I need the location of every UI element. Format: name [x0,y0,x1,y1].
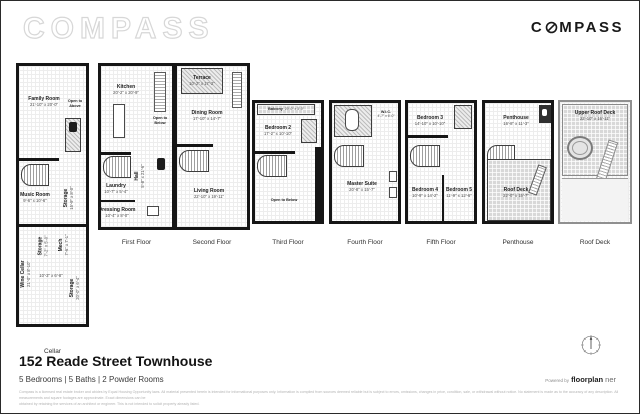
floor-label-third: Third Floor [272,239,304,246]
plan-first-floor [98,63,175,230]
floor-label-roof-deck: Roof Deck [579,239,611,246]
room-dims: 10'-9" x 14'-2" [412,193,438,199]
bath-fixture [542,109,547,116]
room-name: Open to Below [270,197,298,202]
room-dims: 22'-10" x 19'-11" [193,194,225,200]
room-name: Open to Above [67,99,83,108]
stair-icon [334,145,364,167]
room-bedroom-4 [409,185,441,201]
room-name: Hall [134,171,141,181]
room-dims: 22'-10" x 16'-11" [579,116,611,122]
floor-label-penthouse: Penthouse [502,239,534,246]
room-storage-a [49,184,89,212]
plan-third-floor [252,100,324,224]
stair-icon [232,72,242,108]
room-terrace [181,70,223,92]
room-penthouse [497,113,535,129]
room-master-suite [340,179,384,195]
room-name: Living Room [193,188,225,195]
room-family-room [21,92,67,112]
plan-roof-deck [558,100,632,224]
powder-room-fixture [157,158,165,170]
room-dims: 20'-2" x 20'-9" [113,90,139,96]
bathroom-hatch [301,119,317,143]
room-name: Roof Deck [503,187,529,194]
floor-label-fourth: Fourth Floor [347,239,383,246]
logo-letters-rest: MPASS [559,19,624,36]
room-dims: 10'-4" x 8'-0" [105,213,129,219]
room-name: Open to Below [152,116,168,125]
room-bedroom-2 [259,123,297,139]
room-dining-room [185,108,229,124]
room-name: Terrace [193,75,211,82]
plan-penthouse [482,100,554,224]
plan-cellar [16,63,89,327]
room-music-room [19,190,51,206]
room-dims: 22'-0" x 15'-7" [503,193,529,199]
disclaimer-line-2: obtained by retaining the services of an architect or engineer. This is not intended to solicit property already listed. [19,401,200,406]
room-name: Master Suite [347,181,377,188]
plan-second-floor [174,63,250,230]
closet [389,171,397,182]
floor-label-cellar: Cellar [44,348,61,355]
room-name: Storage [63,188,70,208]
room-name: Upper Roof Deck [574,110,616,117]
room-name: Kitchen [116,84,136,91]
bathroom-hatch [454,105,472,129]
room-kitchen [105,82,147,98]
room-open-to-below [259,183,309,217]
interior-wall [255,151,295,154]
room-upper-roof-deck [566,108,624,124]
room-name: Bedroom 3 [416,115,444,122]
room-dims: 10'-7" x 5'-4" [104,189,128,195]
room-name: W.I.C. [380,109,392,114]
room-name: Music Room [20,192,50,199]
room-dims: 16'-8" x 11'-3" [503,121,529,127]
room-name: Balcony [268,107,283,112]
room-dims: 21'-10" x 20'-0" [29,102,59,108]
room-roof-deck [493,185,539,201]
disclaimer-line-1: Compass is a licensed real estate broker and abides by Equal Housing Opportunity laws. All material presented herein is intended for informational purposes only. Information is compiled from sources deemed reliable but is subject to errors, omissions, changes in price, condition, sale, or withdrawal without notice. No statement is made as to the accuracy of any description. All measurements and square footages are approximate. Exact dimensions can be [19,390,619,400]
stair-icon [21,164,49,186]
penthouse-bath [539,105,551,123]
compass-logo [531,19,624,36]
legal-disclaimer [19,390,623,407]
room-dims: 21'-0" x 8'-10" [26,261,32,287]
room-dims: 4'-7" x 6'-0" [377,114,395,119]
room-name: Bedroom 5 [445,187,473,194]
bathtub [345,109,359,131]
floor-label-second: Second Floor [192,239,232,246]
room-dressing-room [98,206,136,220]
room-dims: 20'-0" x 6'-4" [75,276,81,300]
interior-wall [19,158,59,161]
floorplanner-brand: floorplan [571,375,604,384]
interior-wall [177,144,213,147]
listing-title: 152 Reade Street Townhouse [19,353,213,369]
stair-icon [179,150,209,172]
room-dims: 20'-8" x 15'-7" [349,187,375,193]
lower-roof-area [562,178,628,221]
room-dims: 10'-3" x 6'-8" [39,273,63,279]
compass-rose-icon [579,333,603,357]
interior-wall [101,200,135,202]
room-dims: 14'-10" x 10'-10" [414,121,446,127]
room-open-to-below [150,114,170,128]
room-laundry [103,182,129,196]
stair-bulkhead-skylight [567,136,593,160]
room-dims: 9'-6" x 10'-6" [23,198,47,204]
compass-o-slash-icon [545,21,558,34]
interior-wall [442,175,444,221]
room-name: Bedroom 4 [411,187,439,194]
room-storage-c [51,276,99,300]
room-dims: 17'-2" x 10'-10" [263,131,293,137]
room-bedroom-3 [412,113,448,129]
room-name: Family Room [28,96,60,103]
room-dims: 11'-9" x 12'-6" [446,193,472,199]
closet [389,187,397,198]
floor-label-first: First Floor [121,239,152,246]
powered-by-text: Powered by [545,378,570,383]
bath-fixture [69,122,77,132]
logo-letter-c: C [530,19,545,36]
room-dims: 5'-8" x 21'-6" [140,164,146,188]
room-balcony [257,104,315,115]
plan-fourth-floor [329,100,401,224]
interior-wall [19,224,86,227]
skylight-inner-ring [572,141,588,155]
powder-fixture [147,206,159,216]
room-name: Mech [58,238,65,252]
compass-watermark-logo: COMPASS [23,12,215,45]
stair-icon [154,72,166,112]
room-living-room [187,186,231,202]
room-bedroom-5 [445,185,473,201]
room-name: Storage [69,278,76,298]
room-name: Penthouse [503,115,529,122]
interior-wall [408,135,448,138]
room-name: Bedroom 2 [264,125,292,132]
room-mech [51,236,77,254]
listing-summary: 5 Bedrooms | 5 Baths | 2 Powder Rooms [19,375,164,384]
room-name: Storage [37,236,44,256]
powered-by-floorplanner [545,375,616,384]
interior-wall [315,147,321,221]
room-dims: 20'-0" x 3'-0" [284,107,304,112]
stair-icon [257,155,287,177]
plan-fifth-floor [405,100,477,224]
room-dims: 7'-6" x 7'-1" [64,234,70,256]
stair-icon [410,145,440,167]
room-wic [376,107,396,121]
room-name: Laundry [106,183,126,190]
room-dims: 15'-9" x 8'-0" [69,186,75,210]
room-dims: 17'-10" x 14'-7" [192,116,222,122]
floorplanner-brand-suffix: ner [605,375,616,384]
room-name: Dining Room [191,110,223,117]
kitchen-island [113,104,125,138]
floor-label-fifth: Fifth Floor [426,239,456,246]
room-name: Dressing Room [98,207,136,214]
room-name: Wine Cellar [20,260,27,288]
room-dims: 7'-2" x 5'-0" [43,235,49,257]
room-open-to-above [65,96,85,112]
interior-wall [101,152,131,155]
room-dims: 10'-2" x 17'-2" [189,81,215,87]
